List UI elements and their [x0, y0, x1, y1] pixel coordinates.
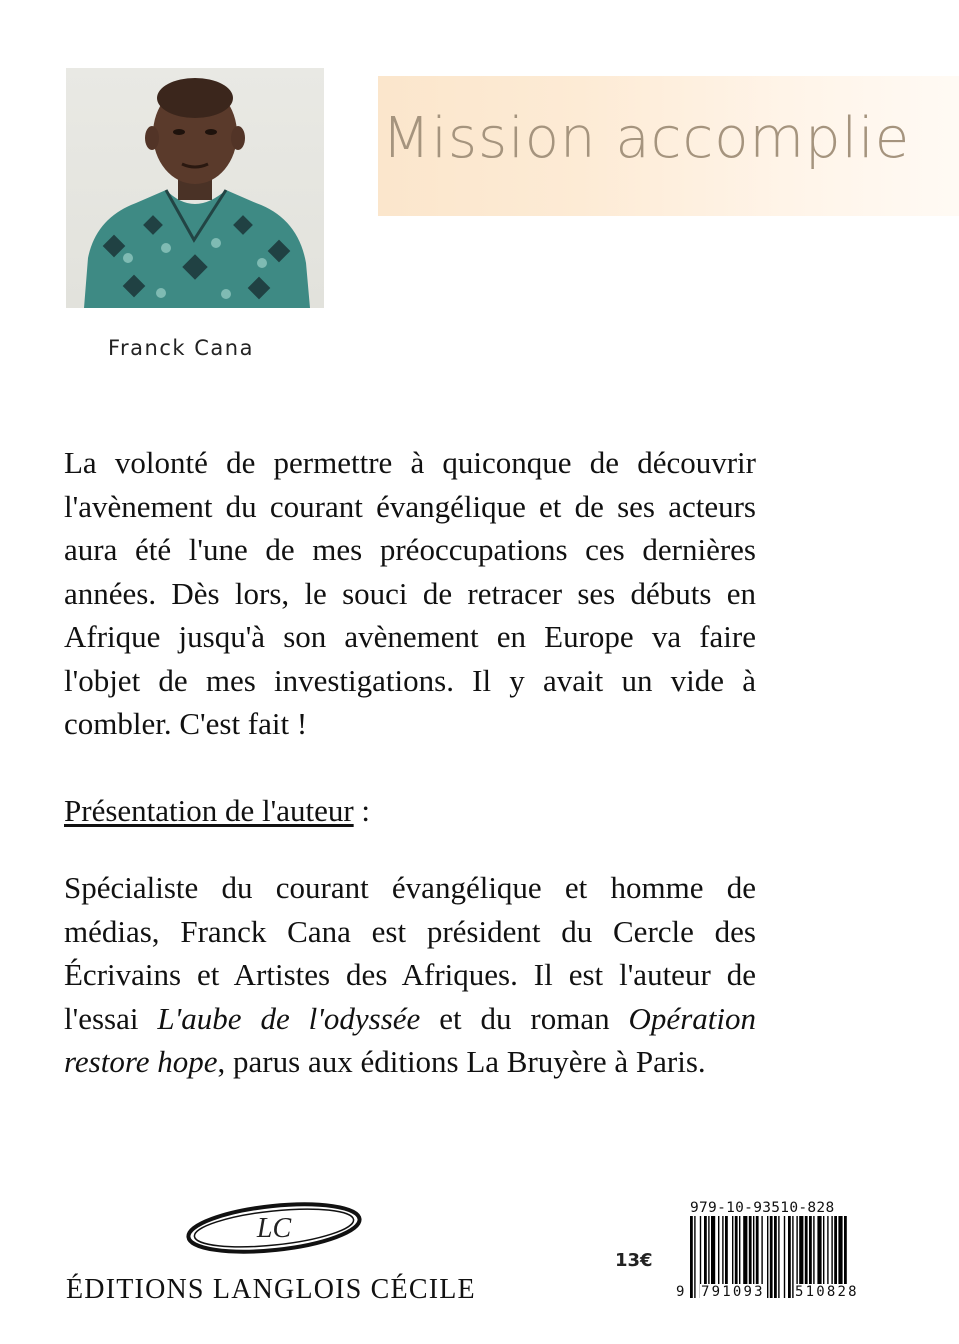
publisher-name: ÉDITIONS LANGLOIS CÉCILE [66, 1274, 476, 1305]
bio-heading [64, 789, 370, 832]
price-label: 13€ [615, 1250, 653, 1271]
author-caption: Franck Cana [108, 336, 254, 360]
barcode-right-digits: 510828 [795, 1284, 859, 1300]
back-cover-blurb: La volonté de permettre à quiconque de découvrir l'avènement du courant évangélique et de ses acteurs aura été l'une de mes préoccupations ces dernières années. Dès lors, le souci de retracer ses débuts en Afrique jusqu'à son avènement en Europe va faire l'objet de mes investigations. Il y avait un vide à combler. C'est fait ! [64, 445, 756, 741]
title-band [378, 76, 959, 216]
novel-title: Opération restore hope [64, 1000, 756, 1079]
publisher-logo-text: LC [256, 1213, 292, 1244]
publisher-logo [184, 1200, 364, 1256]
book-title: Mission accomplie [382, 106, 911, 171]
essay-title: L'aube de l'odyssée [157, 1000, 421, 1036]
author-bio [64, 866, 756, 1084]
bio-heading-label: Présentation de l'auteur [64, 793, 354, 828]
bio-text-3: , parus aux éditions La Bruyère à Paris. [217, 1044, 706, 1079]
bio-text-1: Spécialiste du courant évangélique et homme de médias, Franck Cana est président du Cercle des Écrivains et Artistes des Afriques. Il est l'auteur de l'essai [64, 870, 756, 1036]
bio-text-2: et du roman [420, 1000, 629, 1036]
isbn-number: 979-10-93510-828 [690, 1200, 835, 1216]
author-photo [66, 68, 324, 308]
bio-heading-colon: : [353, 793, 371, 828]
barcode-left-digits: 791093 [701, 1284, 765, 1300]
barcode-lead-digit: 9 [676, 1284, 685, 1300]
barcode-digits [676, 1284, 900, 1304]
